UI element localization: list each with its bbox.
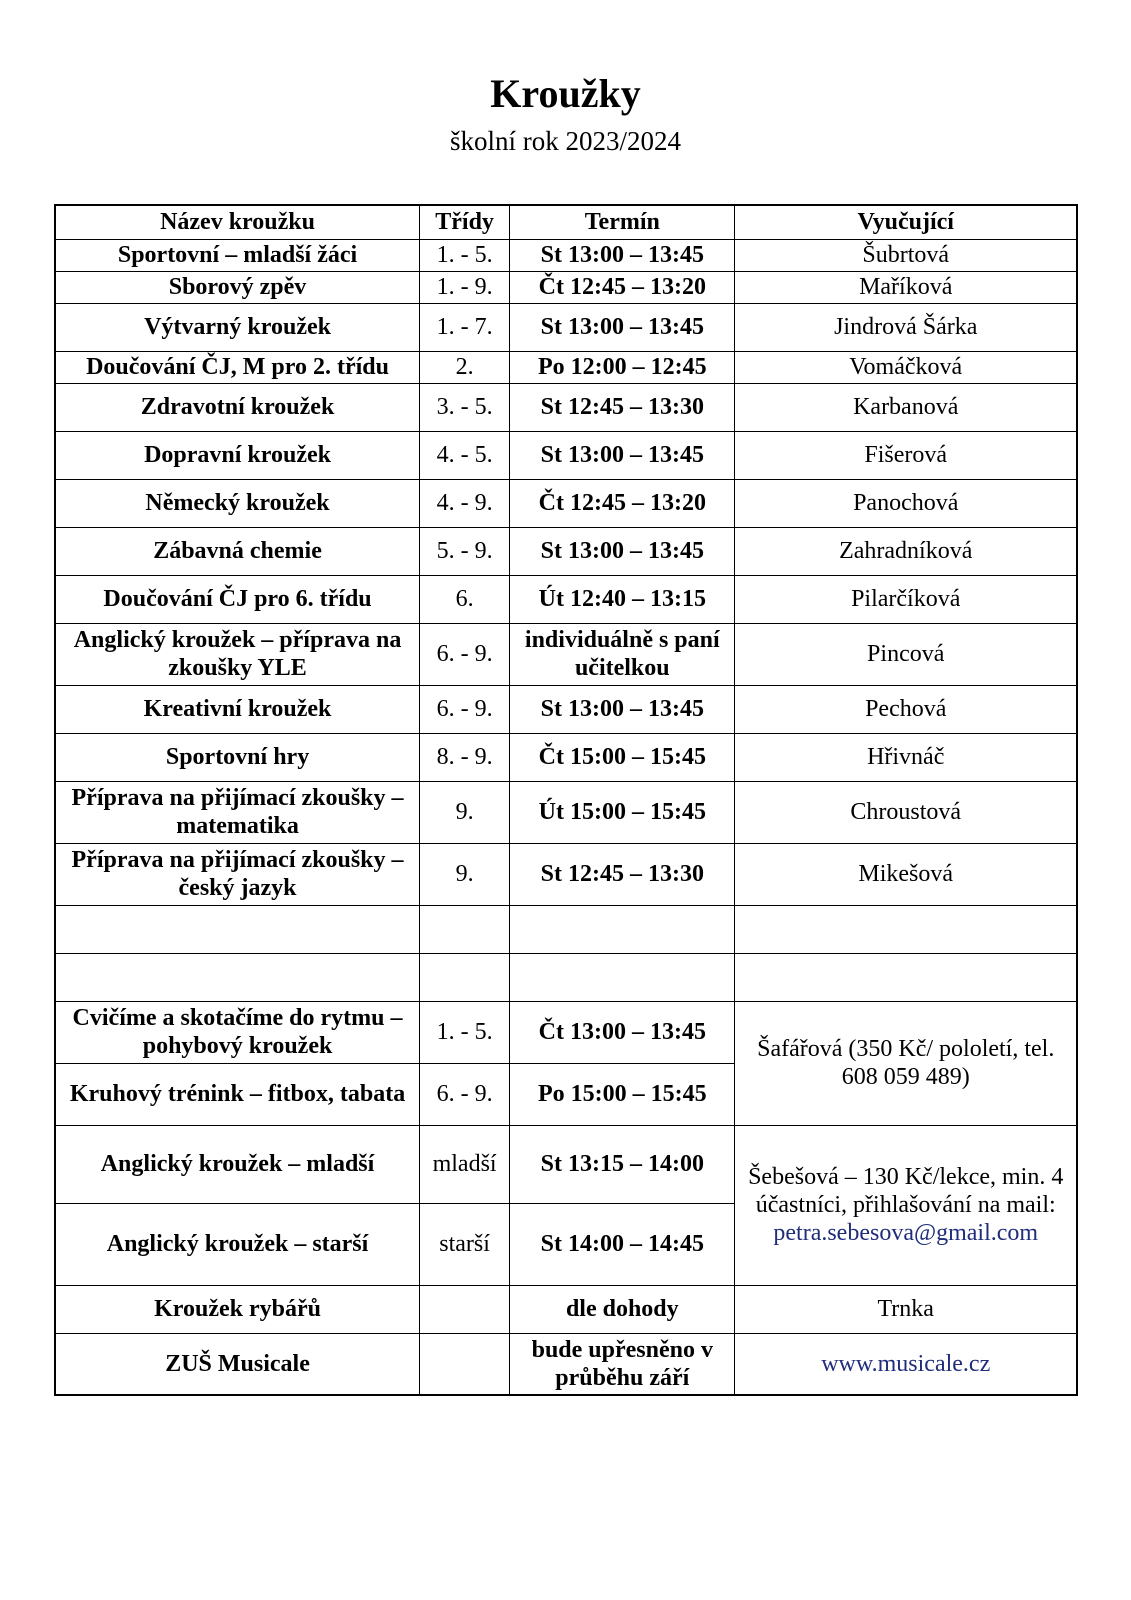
club-time: Čt 12:45 – 13:20: [510, 271, 735, 303]
teacher-info-text: Šebešová – 130 Kč/lekce, min. 4 účastníci, přihlašování na mail:: [748, 1164, 1064, 1218]
club-name: Sportovní – mladší žáci: [55, 239, 420, 271]
table-row: [55, 1125, 1077, 1203]
club-time: Út 12:40 – 13:15: [510, 575, 735, 623]
header-name: Název kroužku: [55, 205, 420, 239]
empty-cell: [510, 953, 735, 1001]
empty-cell: [420, 905, 510, 953]
club-teacher-merged: [735, 1125, 1077, 1285]
club-teacher-merged: Šafářová (350 Kč/ pololetí, tel. 608 059 489): [735, 1001, 1077, 1125]
club-time: dle dohody: [510, 1285, 735, 1333]
club-teacher: Šubrtová: [735, 239, 1077, 271]
club-grades: 4. - 9.: [420, 479, 510, 527]
club-name: Výtvarný kroužek: [55, 303, 420, 351]
club-name: Příprava na přijímací zkoušky – matematika: [55, 781, 420, 843]
empty-cell: [510, 905, 735, 953]
table-row: [55, 575, 1077, 623]
club-teacher: Fišerová: [735, 431, 1077, 479]
club-name: Doučování ČJ, M pro 2. třídu: [55, 351, 420, 383]
table-row: [55, 733, 1077, 781]
club-name: Kroužek rybářů: [55, 1285, 420, 1333]
club-grades: 6. - 9.: [420, 685, 510, 733]
club-teacher: Pincová: [735, 623, 1077, 685]
club-time: individuálně s paní učitelkou: [510, 623, 735, 685]
empty-cell: [55, 905, 420, 953]
table-row: [55, 479, 1077, 527]
club-teacher: Panochová: [735, 479, 1077, 527]
table-row: [55, 431, 1077, 479]
club-name: Zdravotní kroužek: [55, 383, 420, 431]
club-name: Zábavná chemie: [55, 527, 420, 575]
club-grades: 3. - 5.: [420, 383, 510, 431]
table-header-row: [55, 205, 1077, 239]
club-grades: [420, 1333, 510, 1395]
club-name: Doučování ČJ pro 6. třídu: [55, 575, 420, 623]
header-grades: Třídy: [420, 205, 510, 239]
club-teacher: Hřivnáč: [735, 733, 1077, 781]
club-grades: 6. - 9.: [420, 623, 510, 685]
club-grades: 5. - 9.: [420, 527, 510, 575]
club-name: ZUŠ Musicale: [55, 1333, 420, 1395]
header-time: Termín: [510, 205, 735, 239]
club-teacher: Pilarčíková: [735, 575, 1077, 623]
club-teacher: Pechová: [735, 685, 1077, 733]
club-teacher: Chroustová: [735, 781, 1077, 843]
club-teacher: Mikešová: [735, 843, 1077, 905]
page-title: Kroužky: [490, 71, 641, 116]
empty-row: [55, 953, 1077, 1001]
club-name: Kreativní kroužek: [55, 685, 420, 733]
club-time: Čt 13:00 – 13:45: [510, 1001, 735, 1063]
club-grades: 6. - 9.: [420, 1063, 510, 1125]
club-name: Sportovní hry: [55, 733, 420, 781]
club-grades: starší: [420, 1203, 510, 1285]
club-grades: 1. - 9.: [420, 271, 510, 303]
club-time: St 13:00 – 13:45: [510, 527, 735, 575]
club-grades: 1. - 5.: [420, 1001, 510, 1063]
club-time: Čt 15:00 – 15:45: [510, 733, 735, 781]
table-row: [55, 685, 1077, 733]
table-row: [55, 623, 1077, 685]
club-grades: 8. - 9.: [420, 733, 510, 781]
empty-row: [55, 905, 1077, 953]
club-time: bude upřesněno v průběhu září: [510, 1333, 735, 1395]
email-link[interactable]: petra.sebesova@gmail.com: [773, 1220, 1039, 1246]
clubs-table: [54, 204, 1078, 1396]
club-teacher: Maříková: [735, 271, 1077, 303]
table-row: [55, 303, 1077, 351]
club-grades: 1. - 7.: [420, 303, 510, 351]
empty-cell: [420, 953, 510, 1001]
club-time: St 13:00 – 13:45: [510, 685, 735, 733]
table-row: [55, 843, 1077, 905]
club-time: St 13:00 – 13:45: [510, 431, 735, 479]
club-time: St 13:00 – 13:45: [510, 303, 735, 351]
club-grades: [420, 1285, 510, 1333]
club-time: Čt 12:45 – 13:20: [510, 479, 735, 527]
table-row: [55, 1333, 1077, 1395]
club-name: Anglický kroužek – mladší: [55, 1125, 420, 1203]
table-row: [55, 383, 1077, 431]
empty-cell: [735, 905, 1077, 953]
club-grades: 9.: [420, 843, 510, 905]
table-row: [55, 527, 1077, 575]
club-time: Út 15:00 – 15:45: [510, 781, 735, 843]
club-teacher: Zahradníková: [735, 527, 1077, 575]
club-name: Dopravní kroužek: [55, 431, 420, 479]
club-grades: 9.: [420, 781, 510, 843]
table-row: [55, 239, 1077, 271]
club-teacher: Jindrová Šárka: [735, 303, 1077, 351]
club-time: St 13:00 – 13:45: [510, 239, 735, 271]
table-row: [55, 271, 1077, 303]
club-time: St 13:15 – 14:00: [510, 1125, 735, 1203]
club-time: St 12:45 – 13:30: [510, 843, 735, 905]
club-time: Po 12:00 – 12:45: [510, 351, 735, 383]
club-grades: 6.: [420, 575, 510, 623]
club-name: Kruhový trénink – fitbox, tabata: [55, 1063, 420, 1125]
club-time: St 14:00 – 14:45: [510, 1203, 735, 1285]
header-teacher: Vyučující: [735, 205, 1077, 239]
club-name: Anglický kroužek – příprava na zkoušky YLE: [55, 623, 420, 685]
club-name: Německý kroužek: [55, 479, 420, 527]
club-name: Cvičíme a skotačíme do rytmu – pohybový kroužek: [55, 1001, 420, 1063]
table-row: [55, 1285, 1077, 1333]
club-time: St 12:45 – 13:30: [510, 383, 735, 431]
empty-cell: [735, 953, 1077, 1001]
club-name: Sborový zpěv: [55, 271, 420, 303]
club-grades: 1. - 5.: [420, 239, 510, 271]
table-row: [55, 351, 1077, 383]
table-row: [55, 1001, 1077, 1063]
club-grades: 2.: [420, 351, 510, 383]
website-link[interactable]: www.musicale.cz: [735, 1333, 1077, 1395]
table-row: [55, 781, 1077, 843]
club-teacher: Trnka: [735, 1285, 1077, 1333]
club-name: Anglický kroužek – starší: [55, 1203, 420, 1285]
club-time: Po 15:00 – 15:45: [510, 1063, 735, 1125]
empty-cell: [55, 953, 420, 1001]
club-teacher: Karbanová: [735, 383, 1077, 431]
club-grades: 4. - 5.: [420, 431, 510, 479]
club-name: Příprava na přijímací zkoušky – český jazyk: [55, 843, 420, 905]
page-subtitle: školní rok 2023/2024: [449, 126, 681, 156]
club-grades: mladší: [420, 1125, 510, 1203]
club-teacher: Vomáčková: [735, 351, 1077, 383]
